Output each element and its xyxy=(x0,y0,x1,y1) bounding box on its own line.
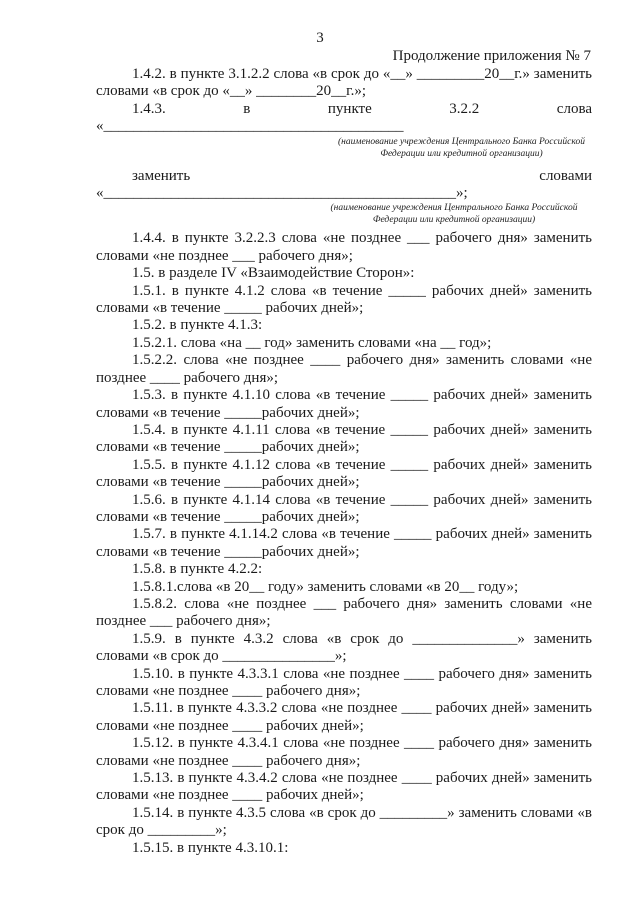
field-caption: (наименование учреждения Центрального Банка Российской Федерации или кредитной организации) xyxy=(330,203,578,226)
paragraph-1-5-2-2: 1.5.2.2. слова «не позднее ____ рабочего дня» заменить словами «не позднее ____ рабочего дня»; xyxy=(96,352,592,386)
paragraph-replace-with: заменить словами «_______________________________________________»; xyxy=(96,167,592,202)
paragraph-1-5-7: 1.5.7. в пункте 4.1.14.2 слова «в течение _____ рабочих дней» заменить словами «в течение _____рабочих дней»; xyxy=(96,526,592,560)
paragraph-1-4-4: 1.4.4. в пункте 3.2.2.3 слова «не позднее ___ рабочего дня» заменить словами «не позднее ___ рабочего дня»; xyxy=(96,230,592,264)
paragraph-1-5-14: 1.5.14. в пункте 4.3.5 слова «в срок до _________» заменить словами «в срок до _________»; xyxy=(96,804,592,839)
paragraph-1-5-6: 1.5.6. в пункте 4.1.14 слова «в течение _____ рабочих дней» заменить словами «в течение _____рабочих дней»; xyxy=(96,491,592,525)
paragraph-1-4-2: 1.4.2. в пункте 3.1.2.2 слова «в срок до «__» _________20__г.» заменить словами «в срок до «__» ________20__г.»; xyxy=(96,66,592,100)
paragraph-1-5-15: 1.5.15. в пункте 4.3.10.1: xyxy=(132,839,289,856)
paragraph-1-5-11: 1.5.11. в пункте 4.3.3.2 слова «не позднее ____ рабочих дней» заменить словами «не позднее ____ рабочих дней»; xyxy=(96,700,592,734)
paragraph-1-5-8: 1.5.8. в пункте 4.2.2: xyxy=(132,561,263,578)
paragraph-1-5-12: 1.5.12. в пункте 4.3.4.1 слова «не позднее ____ рабочего дня» заменить словами «не позднее ____ рабочего дня»; xyxy=(96,735,592,769)
paragraph-1-5-2: 1.5.2. в пункте 4.1.3: xyxy=(132,317,263,334)
paragraph-1-5-8-1: 1.5.8.1.слова «в 20__ году» заменить словами «в 20__ году»; xyxy=(132,578,519,595)
document-body xyxy=(96,66,592,857)
paragraph-1-5-8-2: 1.5.8.2. слова «не позднее ___ рабочего дня» заменить словами «не позднее ___ рабочего дня»; xyxy=(96,595,592,630)
paragraph-1-5-3: 1.5.3. в пункте 4.1.10 слова «в течение _____ рабочих дней» заменить словами «в течение _____рабочих дней»; xyxy=(96,387,592,421)
appendix-label: Продолжение приложения № 7 xyxy=(392,48,591,64)
paragraph-1-5-10: 1.5.10. в пункте 4.3.3.1 слова «не позднее ____ рабочего дня» заменить словами «не позднее ____ рабочего дня»; xyxy=(96,665,592,699)
page-number: 3 xyxy=(316,30,324,46)
paragraph-1-5: 1.5. в разделе IV «Взаимодействие Сторон»: xyxy=(132,265,415,282)
paragraph-1-5-1: 1.5.1. в пункте 4.1.2 слова «в течение _____ рабочих дней» заменить словами «в течение _____ рабочих дней»; xyxy=(96,282,592,317)
paragraph-1-5-9: 1.5.9. в пункте 4.3.2 слова «в срок до ______________» заменить словами «в срок до _______________»; xyxy=(96,630,592,665)
paragraph-1-5-13: 1.5.13. в пункте 4.3.4.2 слова «не позднее ____ рабочих дней» заменить словами «не позднее ____ рабочих дней»; xyxy=(96,770,592,804)
paragraph-1-5-4: 1.5.4. в пункте 4.1.11 слова «в течение _____ рабочих дней» заменить словами «в течение _____рабочих дней»; xyxy=(96,421,592,456)
field-caption: (наименование учреждения Центрального Банка Российской Федерации или кредитной организации) xyxy=(338,136,585,159)
paragraph-1-5-2-1: 1.5.2.1. слова «на __ год» заменить словами «на __ год»; xyxy=(132,334,492,351)
paragraph-1-4-3: 1.4.3. в пункте 3.2.2 слова «________________________________________ xyxy=(96,100,592,135)
paragraph-1-5-5: 1.5.5. в пункте 4.1.12 слова «в течение _____ рабочих дней» заменить словами «в течение _____рабочих дней»; xyxy=(96,456,592,491)
